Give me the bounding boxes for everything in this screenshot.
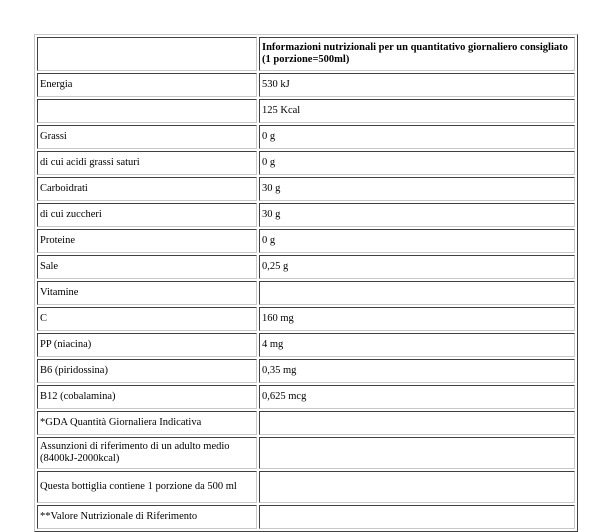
nutrition-table bbox=[34, 34, 578, 532]
table-row-energy-kcal bbox=[37, 99, 575, 123]
row-label bbox=[37, 99, 257, 123]
row-label: B12 (cobalamina) bbox=[37, 385, 257, 409]
row-label: di cui acidi grassi saturi bbox=[37, 151, 257, 175]
table-row-carbohydrates bbox=[37, 177, 575, 201]
header-label-cell bbox=[37, 37, 257, 71]
row-label: *GDA Quantità Giornaliera Indicativa bbox=[37, 411, 257, 435]
table-row-bottle-portion bbox=[37, 471, 575, 503]
table-row-vitamins bbox=[37, 281, 575, 305]
row-label: Proteine bbox=[37, 229, 257, 253]
row-value bbox=[259, 471, 575, 503]
row-label: Sale bbox=[37, 255, 257, 279]
row-label: Vitamine bbox=[37, 281, 257, 305]
row-value: 125 Kcal bbox=[259, 99, 575, 123]
row-value: 0 g bbox=[259, 229, 575, 253]
row-value bbox=[259, 505, 575, 529]
table-row-energy-kj bbox=[37, 73, 575, 97]
row-value: 30 g bbox=[259, 203, 575, 227]
table-row-vitamin-b12 bbox=[37, 385, 575, 409]
row-value: 0,35 mg bbox=[259, 359, 575, 383]
table-row-protein bbox=[37, 229, 575, 253]
row-label: Assunzioni di riferimento di un adulto medio (8400kJ-2000kcal) bbox=[37, 437, 257, 469]
row-label: Carboidrati bbox=[37, 177, 257, 201]
header-value-cell: Informazioni nutrizionali per un quantitativo giornaliero consigliato (1 porzione=500ml) bbox=[259, 37, 575, 71]
row-label: PP (niacina) bbox=[37, 333, 257, 357]
row-label: Energia bbox=[37, 73, 257, 97]
table-row-vnr-note bbox=[37, 505, 575, 529]
table-row-gda-note bbox=[37, 411, 575, 435]
row-value: 0,25 g bbox=[259, 255, 575, 279]
table-row-vitamin-c bbox=[37, 307, 575, 331]
row-label: Questa bottiglia contiene 1 porzione da 500 ml bbox=[37, 471, 257, 503]
table-row-fat bbox=[37, 125, 575, 149]
table-row-vitamin-pp bbox=[37, 333, 575, 357]
table-row-sugars bbox=[37, 203, 575, 227]
row-label: di cui zuccheri bbox=[37, 203, 257, 227]
table-row-salt bbox=[37, 255, 575, 279]
table-row-saturated-fat bbox=[37, 151, 575, 175]
row-value bbox=[259, 281, 575, 305]
row-label: Grassi bbox=[37, 125, 257, 149]
row-value: 160 mg bbox=[259, 307, 575, 331]
row-value: 0 g bbox=[259, 151, 575, 175]
row-value bbox=[259, 411, 575, 435]
table-row-reference-intake bbox=[37, 437, 575, 469]
row-value: 30 g bbox=[259, 177, 575, 201]
row-value: 0 g bbox=[259, 125, 575, 149]
table-header-row bbox=[37, 37, 575, 71]
row-label: B6 (piridossina) bbox=[37, 359, 257, 383]
row-value: 530 kJ bbox=[259, 73, 575, 97]
row-label: **Valore Nutrizionale di Riferimento bbox=[37, 505, 257, 529]
row-label: C bbox=[37, 307, 257, 331]
table-row-vitamin-b6 bbox=[37, 359, 575, 383]
row-value bbox=[259, 437, 575, 469]
row-value: 4 mg bbox=[259, 333, 575, 357]
row-value: 0,625 mcg bbox=[259, 385, 575, 409]
